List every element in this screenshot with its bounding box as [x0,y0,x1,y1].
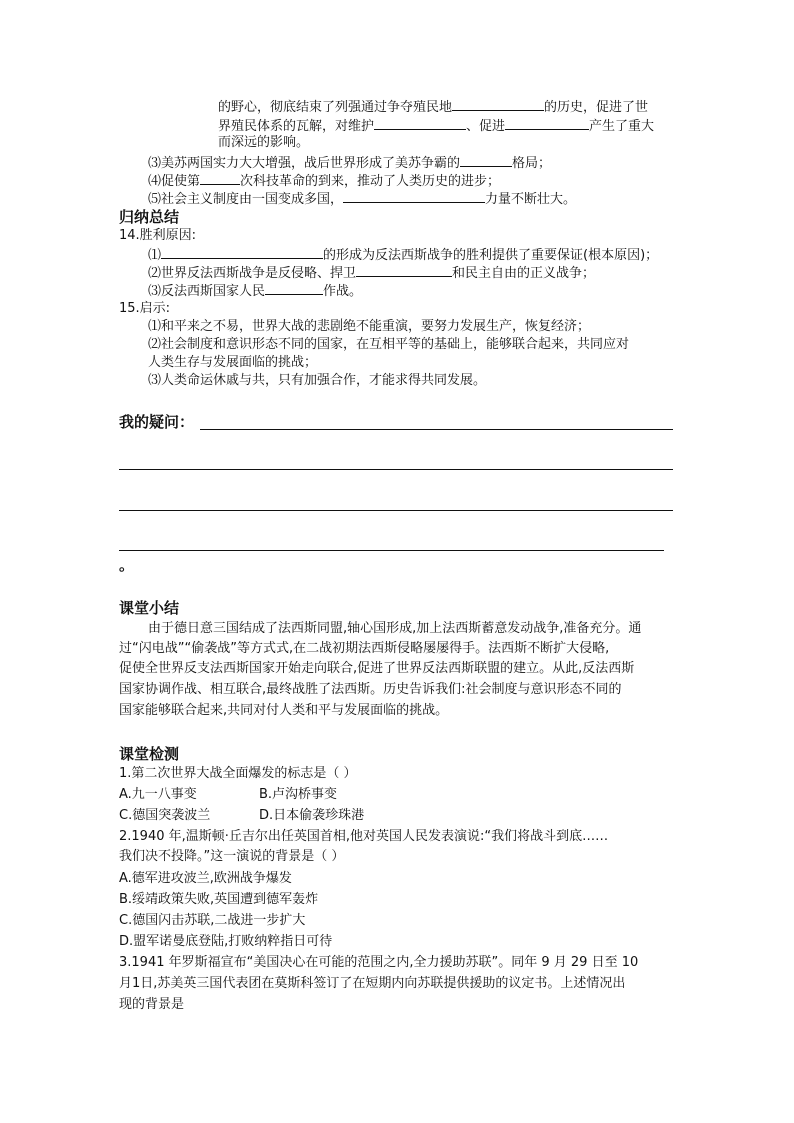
q1-option-a[interactable]: A.九一八事变 [119,787,197,802]
fill-blank[interactable] [200,172,240,185]
reason-2 [148,264,595,282]
cont-line-1 [218,98,648,116]
cont-item-5 [148,190,576,208]
cont-text: ⑸社会主义制度由一国变成多国， [148,192,344,207]
q2-option-c[interactable]: C.德国闪击苏联,二战进一步扩大 [119,913,306,928]
q14-title: 14.胜利原因: [119,228,197,243]
cont-text: 次科技革命的到来，推动了人类历史的进步； [240,174,501,189]
reason-text: 作战。 [323,284,363,299]
reason-text: 和民主自由的正义战争； [452,266,596,281]
summary-paragraph-line: 过“闪电战”“偷袭战”等方式式,在二战初期法西斯侵略屡屡得手。法西斯不断扩大侵略, [119,641,610,656]
question-2-cont: 我们决不投降。”这一演说的背景是（ ） [119,849,345,864]
lesson-2: ⑵社会制度和意识形态不同的国家，在互相平等的基础上，能够联合起来，共同应对 [148,337,630,352]
q15-title: 15.启示: [119,301,171,316]
cont-text: ⑷促使第 [148,174,201,189]
reason-3 [148,282,362,300]
fill-blank[interactable] [343,190,485,203]
reason-1 [148,246,658,264]
question-3: 3.1941 年罗斯福宣布“美国决心在可能的范围之内,全力援助苏联”。同年 9 月 29 日至 10 [119,955,639,970]
question-line[interactable] [119,550,664,551]
cont-line-2 [218,117,654,135]
question-line[interactable] [200,429,673,430]
summary-paragraph-line: 促使全世界反支法西斯国家开始走向联合,促进了世界反法西斯联盟的建立。从此,反法西斯 [119,661,635,676]
cont-line-3: 而深远的影响。 [218,135,310,150]
fill-blank[interactable] [374,117,466,130]
cont-text: 格局； [512,156,552,171]
fill-blank[interactable] [161,246,323,259]
lesson-3: ⑶人类命运休戚与共，只有加强合作，才能求得共同发展。 [148,373,487,388]
summary-paragraph-line: 由于德日意三国结成了法西斯同盟,轴心国形成,加上法西斯蓄意发动战争,准备充分。通 [148,621,642,636]
question-3-cont: 现的背景是 [119,997,185,1012]
cont-text: ⑶美苏两国实力大大增强，战后世界形成了美苏争霸的 [148,156,461,171]
fill-blank[interactable] [460,154,512,167]
cont-text: 的野心，彻底结束了列强通过争夺殖民地 [218,100,453,115]
summary-paragraph-line: 国家能够联合起来,共同对付人类和平与发展面临的挑战。 [119,703,449,718]
cont-item-3 [148,154,551,172]
question-2: 2.1940 年,温斯顿·丘吉尔出任英国首相,他对英国人民发表演说:“我们将战斗到底…… [119,829,609,844]
summary-paragraph-line: 国家协调作战、相互联合,最终战胜了法西斯。历史告诉我们:社会制度与意识形态不同的 [119,682,622,697]
reason-text: 的形成为反法西斯战争的胜利提供了重要保证(根本原因)； [323,248,659,263]
class-summary-heading: 课堂小结 [119,599,180,617]
reason-text: ⑴ [148,248,162,263]
lesson-1: ⑴和平来之不易，世界大战的悲剧绝不能重演，要努力发展生产，恢复经济； [148,319,591,334]
lesson-2-cont: 人类生存与发展面临的挑战； [148,355,318,370]
fill-blank[interactable] [265,282,323,295]
fill-blank[interactable] [356,264,452,277]
cont-item-4 [148,172,500,190]
q2-option-d[interactable]: D.盟军诺曼底登陆,打败纳粹指日可待 [119,934,333,949]
question-label: 我的疑问： [119,413,195,431]
reason-text: ⑶反法西斯国家人民 [148,284,266,299]
q2-option-b[interactable]: B.绥靖政策失败,英国遭到德军轰炸 [119,892,319,907]
cont-text: 、促进 [466,119,506,134]
q1-option-c[interactable]: C.德国突袭波兰 [119,808,211,823]
question-line[interactable] [119,510,673,511]
summary-heading: 归纳总结 [119,208,180,226]
test-heading: 课堂检测 [119,745,180,763]
cont-text: 的历史，促进了世 [544,100,649,115]
q1-option-b[interactable]: B.卢沟桥事变 [259,787,338,802]
reason-text: ⑵世界反法西斯战争是反侵略、捍卫 [148,266,357,281]
cont-text: 力量不断壮大。 [485,192,577,207]
question-1: 1.第二次世界大战全面爆发的标志是（ ） [119,766,357,781]
cont-text: 产生了重大 [589,119,655,134]
cont-text: 界殖民体系的瓦解，对维护 [218,119,375,134]
q2-option-a[interactable]: A.德军进攻波兰,欧洲战争爆发 [119,871,292,886]
fill-blank[interactable] [452,98,544,111]
question-end-mark: 。 [119,556,135,574]
fill-blank[interactable] [505,117,589,130]
q1-option-d[interactable]: D.日本偷袭珍珠港 [259,808,365,823]
question-line[interactable] [119,469,673,470]
question-3-cont: 月1日,苏美英三国代表团在莫斯科签订了在短期内向苏联提供援助的议定书。上述情况出 [119,976,626,991]
